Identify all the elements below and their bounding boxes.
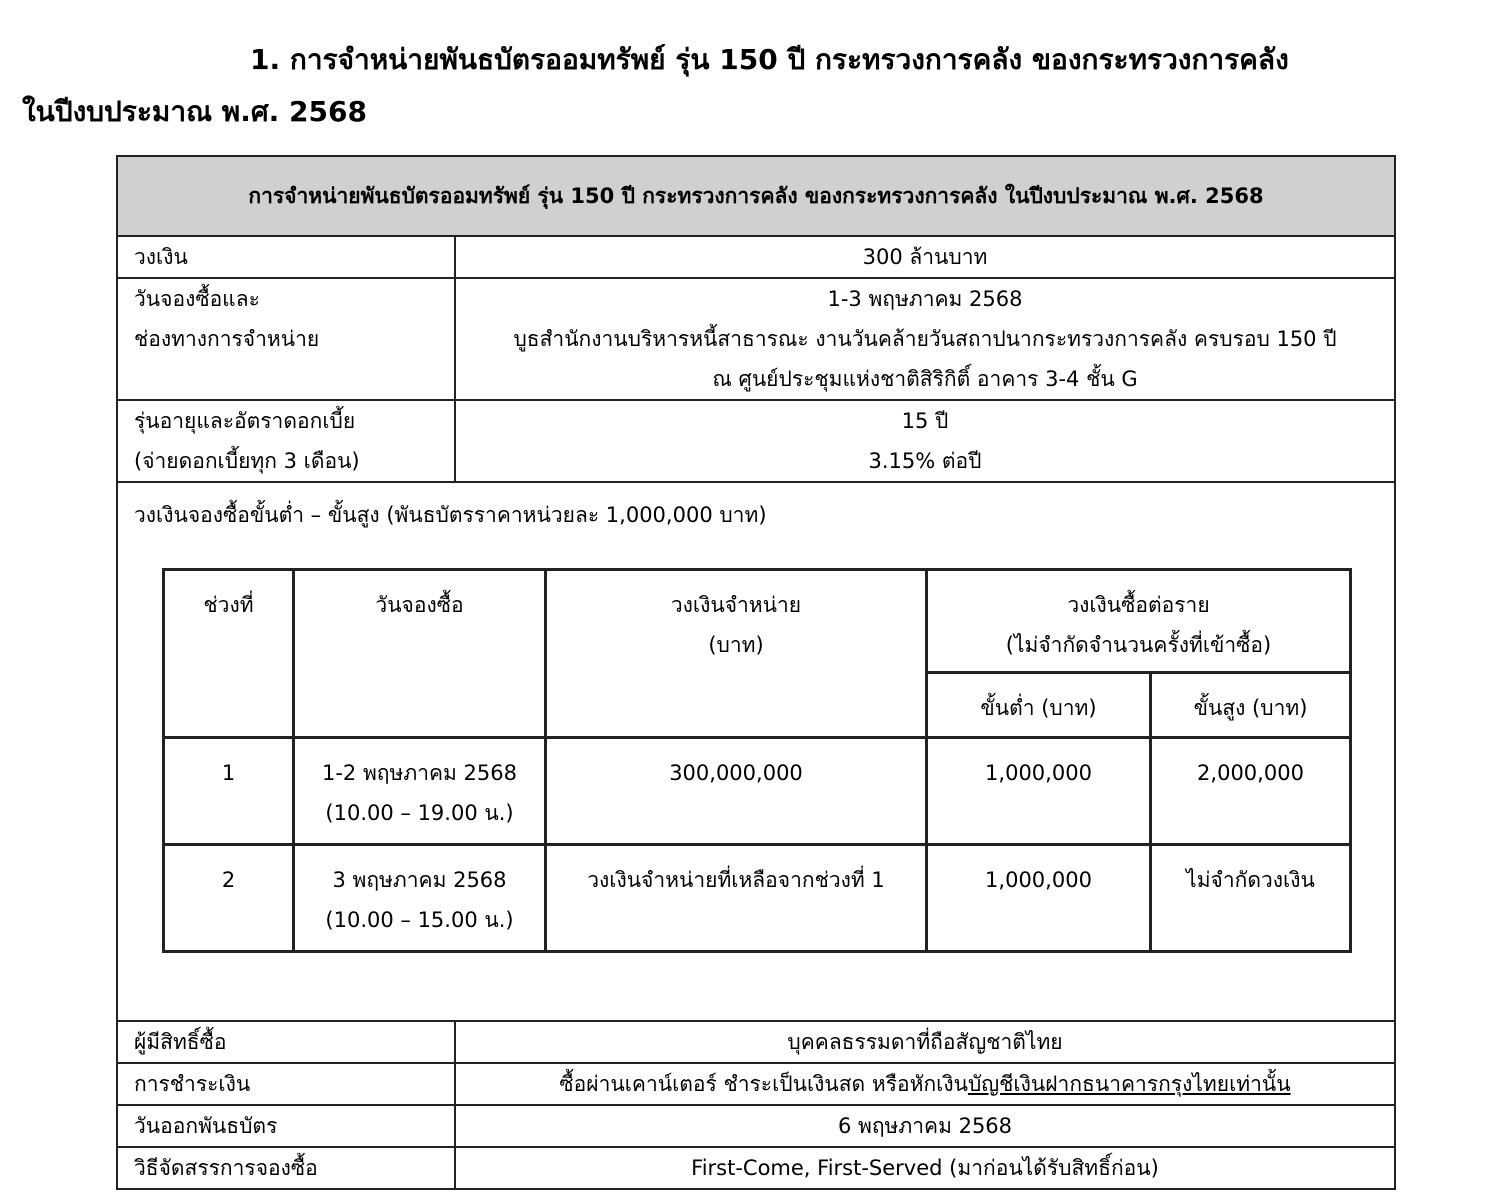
header-amount-line-1: วงเงินจำหน่าย [670, 593, 802, 617]
row-2-period: 2 [164, 845, 294, 952]
header-amount-line-2: (บาท) [708, 633, 764, 657]
header-per-person-line-2: (ไม่จำกัดจำนวนครั้งที่เข้าซื้อ) [1005, 633, 1272, 657]
row-1-date [294, 738, 546, 845]
subscription-label [117, 278, 455, 400]
page-title-line-1: 1. การจำหน่ายพันธบัตรออมทรัพย์ รุ่น 150 ปี กระทรวงการคลัง ของกระทรวงการคลัง [250, 43, 1289, 76]
header-date: วันจองซื้อ [294, 570, 546, 738]
payment-value-underlined: บัญชีเงินฝากธนาคารกรุงไทยเท่านั้น [967, 1072, 1291, 1096]
payment-label: การชำระเงิน [117, 1063, 455, 1105]
header-max: ขั้นสูง (บาท) [1151, 673, 1351, 738]
subscription-label-line-2: ช่องทางการจำหน่าย [134, 327, 320, 351]
eligible-label: ผู้มีสิทธิ์ซื้อ [117, 1021, 455, 1063]
payment-value [455, 1063, 1395, 1105]
row-2-min: 1,000,000 [927, 845, 1151, 952]
row-2-max: ไม่จำกัดวงเงิน [1151, 845, 1351, 952]
row-1-date-line-2: (10.00 – 19.00 น.) [325, 801, 514, 825]
header-period: ช่วงที่ [164, 570, 294, 738]
table-title-row [117, 156, 1395, 236]
table-title: การจำหน่ายพันธบัตรออมทรัพย์ รุ่น 150 ปี กระทรวงการคลัง ของกระทรวงการคลัง ในปีงบประมาณ พ.ศ. 2568 [117, 156, 1395, 236]
table-row-payment [117, 1063, 1395, 1105]
row-2-amount: วงเงินจำหน่ายที่เหลือจากช่วงที่ 1 [546, 845, 927, 952]
table-row-limits [117, 482, 1395, 1021]
header-amount [546, 570, 927, 738]
payment-value-prefix: ซื้อผ่านเคาน์เตอร์ ชำระเป็นเงินสด หรือหักเงิน [559, 1072, 968, 1096]
tenor-label [117, 400, 455, 482]
table-row [164, 738, 1351, 845]
limits-cell [117, 482, 1395, 1021]
table-row-eligible [117, 1021, 1395, 1063]
amount-value: 300 ล้านบาท [455, 236, 1395, 278]
bond-info-table [116, 155, 1396, 1190]
row-1-amount: 300,000,000 [546, 738, 927, 845]
header-per-person [927, 570, 1351, 673]
amount-label: วงเงิน [117, 236, 455, 278]
row-1-min: 1,000,000 [927, 738, 1151, 845]
row-1-period: 1 [164, 738, 294, 845]
header-per-person-line-1: วงเงินซื้อต่อราย [1067, 593, 1210, 617]
issue-label: วันออกพันธบัตร [117, 1105, 455, 1147]
subscription-value [455, 278, 1395, 400]
tenor-years: 15 ปี [901, 409, 949, 433]
limits-caption: วงเงินจองซื้อขั้นต่ำ – ขั้นสูง (พันธบัตรราคาหน่วยละ 1,000,000 บาท) [134, 503, 767, 527]
table-row-subscription [117, 278, 1395, 400]
row-2-date-line-2: (10.00 – 15.00 น.) [325, 908, 514, 932]
subscription-venue: บูธสำนักงานบริหารหนี้สาธารณะ งานวันคล้ายวันสถาปนากระทรวงการคลัง ครบรอบ 150 ปี [513, 327, 1337, 351]
subscription-label-line-1: วันจองซื้อและ [134, 287, 260, 311]
tenor-label-line-1: รุ่นอายุและอัตราดอกเบี้ย [134, 409, 356, 433]
issue-value: 6 พฤษภาคม 2568 [455, 1105, 1395, 1147]
subscription-location: ณ ศูนย์ประชุมแห่งชาติสิริกิติ์ อาคาร 3-4 ชั้น G [712, 367, 1138, 391]
tenor-value [455, 400, 1395, 482]
tenor-label-line-2: (จ่ายดอกเบี้ยทุก 3 เดือน) [134, 449, 360, 473]
allocation-label: วิธีจัดสรรการจองซื้อ [117, 1147, 455, 1189]
table-row-issue-date [117, 1105, 1395, 1147]
eligible-value: บุคคลธรรมดาที่ถือสัญชาติไทย [455, 1021, 1395, 1063]
page-title-line-2: ในปีงบประมาณ พ.ศ. 2568 [22, 95, 367, 128]
interest-rate: 3.15% ต่อปี [868, 449, 982, 473]
header-min: ขั้นต่ำ (บาท) [927, 673, 1151, 738]
table-row-tenor [117, 400, 1395, 482]
limits-table [162, 568, 1352, 953]
row-1-max: 2,000,000 [1151, 738, 1351, 845]
row-2-date-line-1: 3 พฤษภาคม 2568 [332, 868, 507, 892]
table-row-allocation [117, 1147, 1395, 1189]
table-row-amount [117, 236, 1395, 278]
table-row [164, 845, 1351, 952]
row-2-date [294, 845, 546, 952]
row-1-date-line-1: 1-2 พฤษภาคม 2568 [321, 761, 518, 785]
subscription-date: 1-3 พฤษภาคม 2568 [827, 287, 1023, 311]
allocation-value: First-Come, First-Served (มาก่อนได้รับสิทธิ์ก่อน) [455, 1147, 1395, 1189]
limits-header-row [164, 570, 1351, 673]
